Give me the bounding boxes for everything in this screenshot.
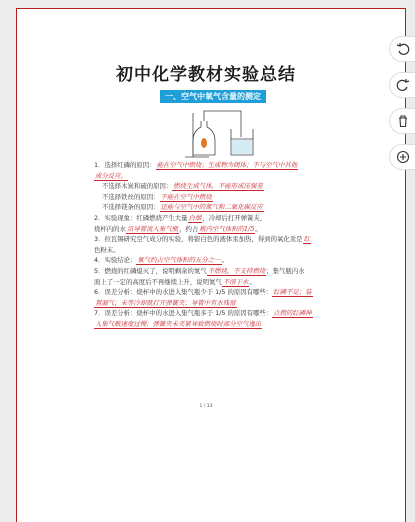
- handwritten-answer: 沿导管流入集气瓶: [126, 224, 179, 233]
- handwritten-answer: 瓶内空气体积的1/5: [199, 224, 255, 233]
- handwritten-answer: 白烟: [188, 213, 202, 222]
- note-line: [94, 277, 364, 288]
- question-text: 。: [249, 277, 256, 286]
- question-text: 5．燃烧的红磷熄灭了，说明剩余的氮气: [94, 266, 207, 275]
- question-text: 3．拉瓦锡研究空气成分的实验，将银白色的液体汞加热，得到的氧化汞是: [94, 235, 303, 244]
- rotate-right-icon: [396, 78, 410, 92]
- handwritten-answer: 红: [303, 235, 310, 244]
- note-line: [94, 287, 364, 298]
- question-text: 1．选择红磷的原因：: [94, 161, 156, 169]
- experiment-notes: [94, 160, 364, 330]
- note-line: [94, 160, 364, 171]
- question-text: 色粉末。: [94, 245, 120, 254]
- note-line: [94, 298, 364, 309]
- add-icon: [396, 150, 410, 164]
- note-line: [94, 308, 364, 319]
- question-text: 不选择铁丝的原因：: [102, 192, 160, 201]
- question-text: 不选择木炭和硫的原因：: [102, 182, 173, 191]
- note-line: [94, 202, 364, 213]
- handwritten-answer: 燃烧生成气体，不能形成压强差: [173, 182, 263, 191]
- handwritten-answer: 点燃的红磷伸: [273, 309, 312, 318]
- section-heading: 一、空气中氧气含量的测定: [160, 90, 266, 103]
- question-text: ，约占: [179, 224, 199, 233]
- experiment-apparatus-illustration: [179, 107, 261, 159]
- question-text: ；集气瓶内水: [266, 266, 305, 275]
- question-text: 2．实验现象：红磷燃烧产生大量: [94, 213, 188, 222]
- note-line: [94, 171, 364, 182]
- question-text: 6．误差分析：烧杯中的水进入集气瓶少于 1/5 的原因有哪些：: [94, 288, 273, 297]
- handwritten-answer: 还能与空气中的氮气和二氧化碳反应: [160, 203, 263, 212]
- handwritten-answer: 入集气瓶速度过慢；弹簧夹未夹紧导致燃烧时部分空气逸出: [95, 319, 262, 328]
- handwritten-answer: 不燃烧，不支持燃烧: [207, 266, 266, 275]
- rotate-left-icon: [396, 42, 410, 56]
- rotate-left-button[interactable]: [389, 36, 415, 62]
- question-text: 面上了一定的高度后不再继续上升，说明氮气: [94, 277, 222, 286]
- delete-icon: [396, 114, 410, 128]
- delete-button[interactable]: [389, 108, 415, 134]
- handwritten-answer: 成分反应。: [95, 171, 127, 180]
- note-line: [94, 192, 364, 203]
- question-text: 烧杯内的水: [94, 224, 126, 233]
- document-page: [18, 10, 394, 522]
- question-text: 。: [221, 256, 228, 265]
- question-text: 7．误差分析：烧杯中的水进入集气瓶多于 1/5 的原因有哪些：: [94, 309, 273, 318]
- note-line: [94, 255, 364, 266]
- note-line: [94, 181, 364, 192]
- handwritten-answer: 红磷不足；装: [273, 288, 312, 297]
- note-line: [94, 266, 364, 277]
- handwritten-answer: 置漏气；未等冷却就打开弹簧夹；导管中有水残留: [95, 298, 236, 307]
- question-text: ，冷却后打开弹簧夹，: [202, 213, 267, 222]
- question-text: 不选择镁条的原因：: [102, 203, 160, 212]
- note-line: [94, 245, 364, 256]
- question-text: 。: [255, 224, 262, 233]
- rotate-right-button[interactable]: [389, 72, 415, 98]
- add-button[interactable]: [389, 144, 415, 170]
- question-text: 4．实验结论：: [94, 256, 137, 265]
- page-number: 1 / 13: [199, 404, 213, 409]
- note-line: [94, 234, 364, 245]
- handwritten-answer: 氧气约占空气体积的五分之一: [137, 256, 221, 265]
- handwritten-answer: 能在空气中燃烧；生成物为固体；不与空气中其他: [156, 161, 298, 169]
- note-line: [94, 319, 364, 330]
- note-line: [94, 224, 364, 235]
- handwritten-answer: 不溶于水: [222, 277, 249, 286]
- note-line: [94, 213, 364, 224]
- page-title: 初中化学教材实验总结: [116, 65, 296, 85]
- handwritten-answer: 不能在空气中燃烧: [160, 192, 212, 201]
